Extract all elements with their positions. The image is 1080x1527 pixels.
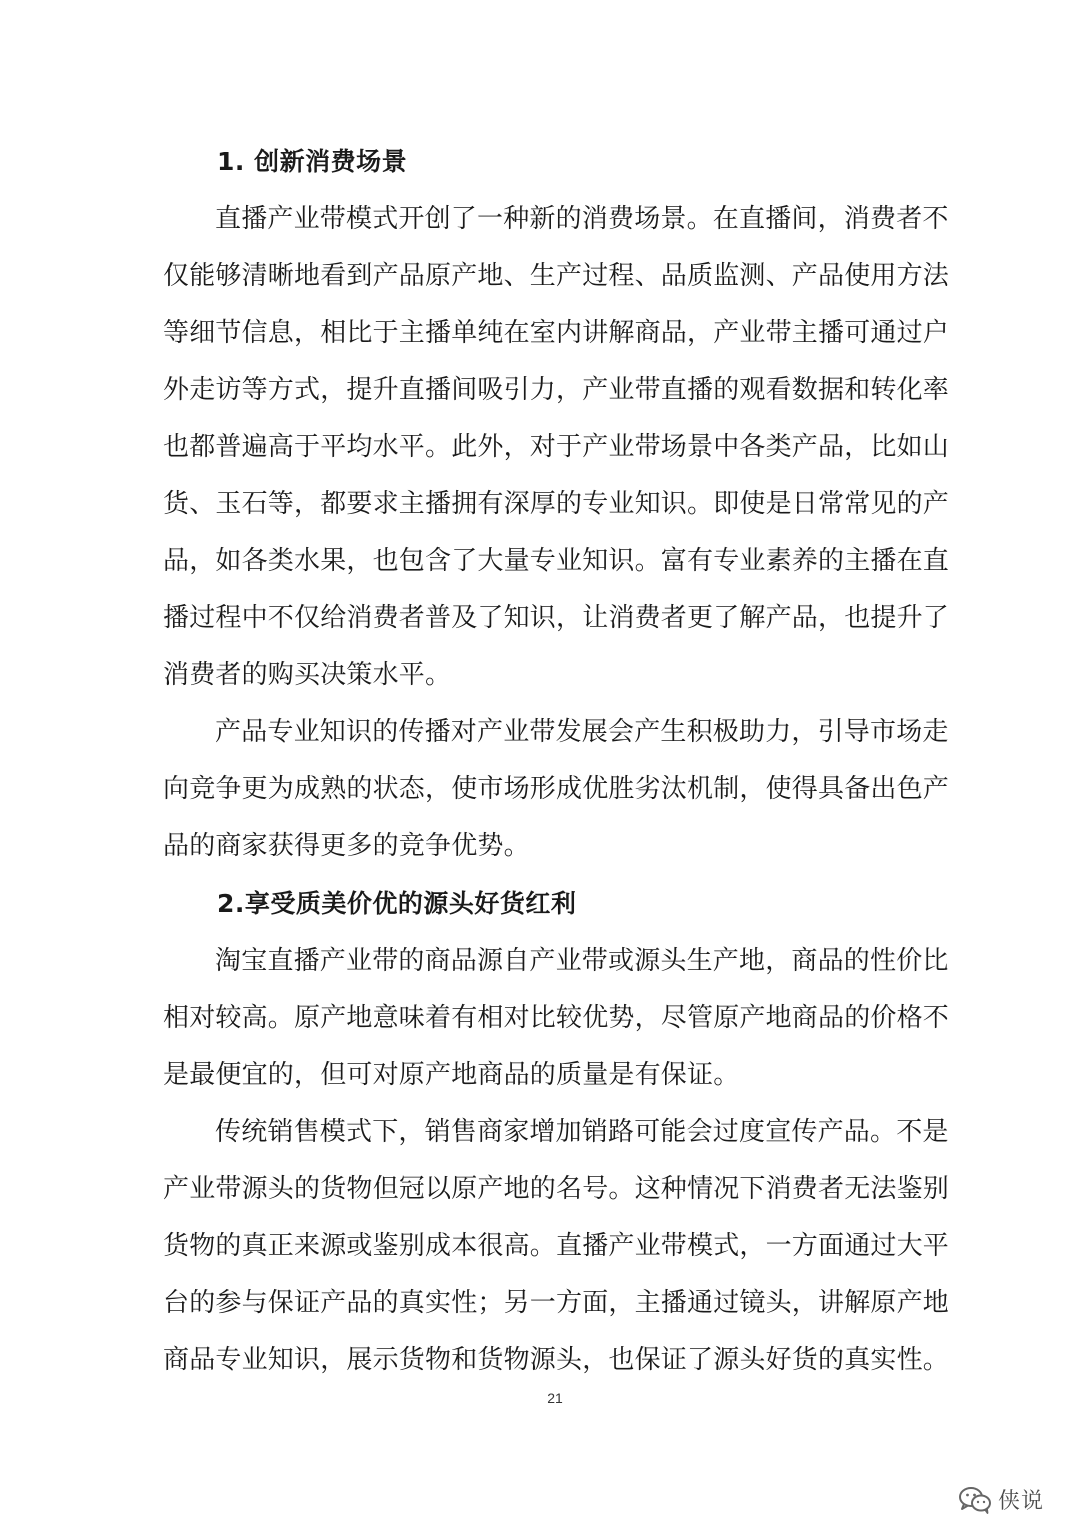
text-line: 外走访等方式，提升直播间吸引力，产业带直播的观看数据和转化率: [163, 375, 950, 405]
section-heading-2: 2.享受质美价优的源头好货红利: [217, 889, 577, 918]
text-line: 产业带源头的货物但冠以原产地的名号。这种情况下消费者无法鉴别: [163, 1174, 950, 1204]
paragraph: [163, 191, 950, 704]
text-line: 货物的真正来源或鉴别成本很高。直播产业带模式，一方面通过大平: [163, 1231, 950, 1261]
text-line: 商品专业知识，展示货物和货物源头，也保证了源头好货的真实性。: [163, 1345, 950, 1375]
text-line: 直播产业带模式开创了一种新的消费场景。在直播间，消费者不: [215, 204, 949, 234]
watermark: [958, 1484, 1044, 1515]
text-line: 是最便宜的，但可对原产地商品的质量是有保证。: [163, 1060, 740, 1090]
text-line: 产品专业知识的传播对产业带发展会产生积极助力，引导市场走: [215, 717, 949, 747]
text-line: 货、玉石等，都要求主播拥有深厚的专业知识。即使是日常常见的产: [163, 489, 950, 519]
text-line: 等细节信息，相比于主播单纯在室内讲解商品，产业带主播可通过户: [163, 318, 950, 348]
text-line: 播过程中不仅给消费者普及了知识，让消费者更了解产品，也提升了: [163, 603, 950, 633]
text-line: 仅能够清晰地看到产品原产地、生产过程、品质监测、产品使用方法: [163, 261, 950, 291]
watermark-text: 侠说: [998, 1489, 1045, 1514]
text-line: 品，如各类水果，也包含了大量专业知识。富有专业素养的主播在直: [163, 546, 950, 576]
text-line: 台的参与保证产品的真实性；另一方面，主播通过镜头，讲解原产地: [163, 1288, 950, 1318]
section-heading-1: 1. 创新消费场景: [217, 147, 408, 176]
text-line: 淘宝直播产业带的商品源自产业带或源头生产地，商品的性价比: [215, 946, 949, 976]
wechat-icon: [958, 1486, 992, 1514]
text-line: 品的商家获得更多的竞争优势。: [163, 831, 530, 861]
paragraph: [163, 704, 950, 875]
text-line: 向竞争更为成熟的状态，使市场形成优胜劣汰机制，使得具备出色产: [163, 774, 950, 804]
page-number: 21: [547, 1390, 563, 1406]
paragraph: [163, 933, 950, 1104]
paragraph: [163, 1104, 950, 1389]
document-body: [163, 133, 950, 1389]
text-line: 也都普遍高于平均水平。此外，对于产业带场景中各类产品，比如山: [163, 432, 950, 462]
text-line: 相对较高。原产地意味着有相对比较优势，尽管原产地商品的价格不: [163, 1003, 950, 1033]
text-line: 消费者的购买决策水平。: [163, 660, 452, 690]
text-line: 传统销售模式下，销售商家增加销路可能会过度宣传产品。不是: [215, 1117, 949, 1147]
